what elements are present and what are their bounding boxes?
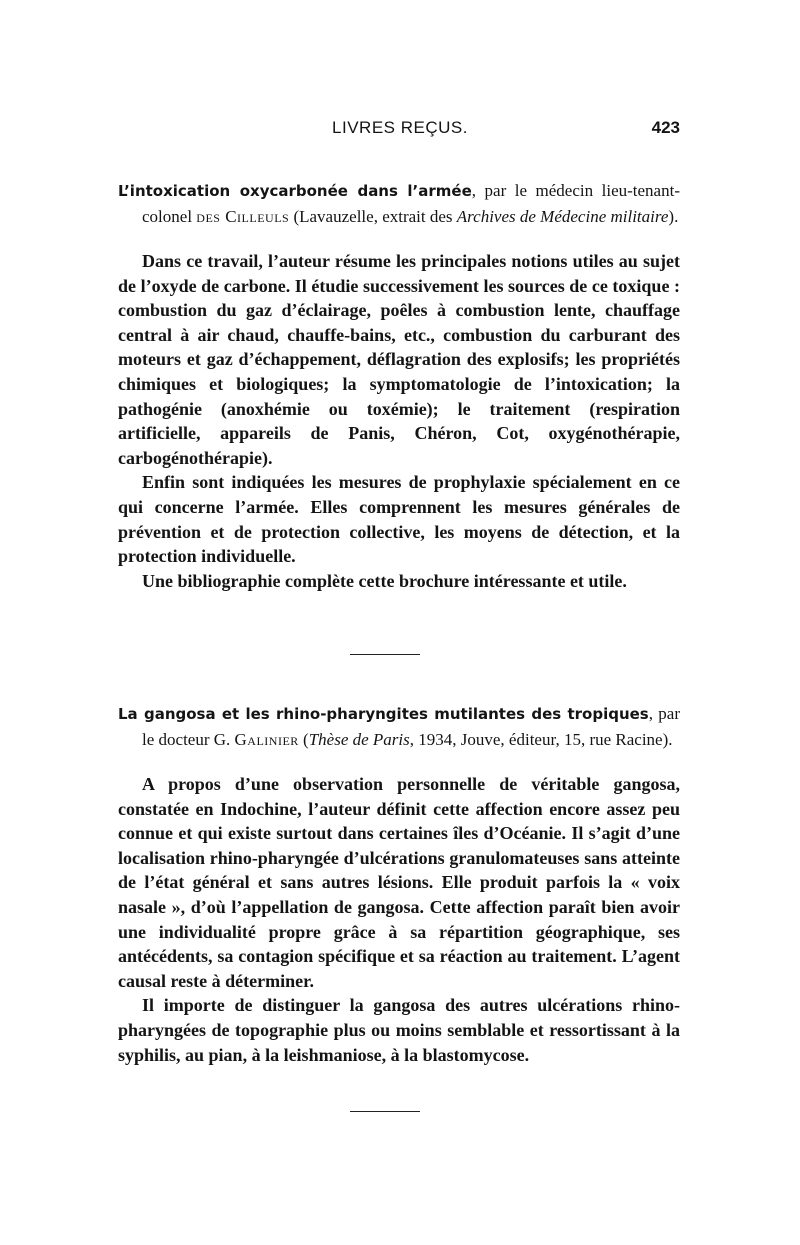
entry-2-title: La gangosa et les rhino-pharyngites mutilantes des tropiques [118,705,649,723]
entry-2-by: , par le docteur G. [142,704,680,749]
entry-1-publisher-close: ). [668,207,679,226]
entry-2-citation [118,701,680,752]
entry-2-author: Galinier [234,730,299,749]
entry-1-summary [118,249,680,593]
entry-1-title: L’intoxication oxycarbonée dans l’armée [118,182,472,200]
entry-1-citation [118,178,680,229]
entry-2-paragraph: A propos d’une observation personnelle de véritable gangosa, constatée en Indochine, l’auteur définit cette affection encore assez peu connue et qui existe surtout dans certaines îles d’Océanie. Il s’agit d’une localisation rhino-pharyngée d’ulcérations granulomateuses sans atteinte de l’état général et sans autres lésions. Elle produit parfois la « voix nasale », d’où l’appellation de gangosa. Cette affection paraît bien avoir une individualité propre grâce à sa répartition géographique, ses antécédents, sa contagion spécifique et sa réaction au traitement. L’agent causal reste à déterminer. [118,774,680,991]
entry-2-publisher: ( [298,730,309,749]
entry-1-paragraph: Enfin sont indiquées les mesures de prophylaxie spécialement en ce qui concerne l’armée. Elles comprennent les mesures générales de prévention et de protection collective, les moyens de détection, et la protection individuelle. [118,472,680,567]
entry-2-publisher-close: , 1934, Jouve, éditeur, 15, rue Racine). [409,730,673,749]
section-divider [350,1111,420,1112]
entry-2-paragraph: Il importe de distinguer la gangosa des autres ulcérations rhino-pharyngées de topographie plus ou moins semblable et ressortissant à la syphilis, au pian, à la leishmaniose, à la blastomycose. [118,995,680,1065]
entry-2-journal: Thèse de Paris [308,730,410,749]
entry-2-summary [118,772,680,1067]
entry-1-author: des Cilleuls [196,207,290,226]
section-divider [350,654,420,655]
review-entry-2 [118,701,680,1067]
entry-1-publisher: (Lavauzelle, extrait des [289,207,457,226]
review-entry-1 [118,178,680,593]
running-head [120,118,680,142]
running-head-title: LIVRES REÇUS. [332,118,468,137]
entry-1-paragraph: Une bibliographie complète cette brochure intéressante et utile. [142,570,627,591]
entry-1-journal: Archives de Médecine militaire [456,207,669,226]
entry-1-by: , par le médecin lieu-tenant-colonel [142,181,680,226]
entry-1-paragraph: Dans ce travail, l’auteur résume les principales notions utiles au sujet de l’oxyde de carbone. Il étudie successivement les sources de ce toxique : combustion du gaz d’éclairage, poêles à combustion lente, chauffage central à air chaud, chauffe-bains, etc., combustion du carburant des moteurs et gaz d’échappement, déflagration des explosifs; les propriétés chimiques et biologiques; la symptomatologie de l’intoxication; la pathogénie (anoxhémie ou toxémie); le traitement (respiration artificielle, appareils de Panis, Chéron, Cot, oxygénothérapie, carbogénothérapie). [118,251,680,468]
page-number: 423 [651,118,680,137]
